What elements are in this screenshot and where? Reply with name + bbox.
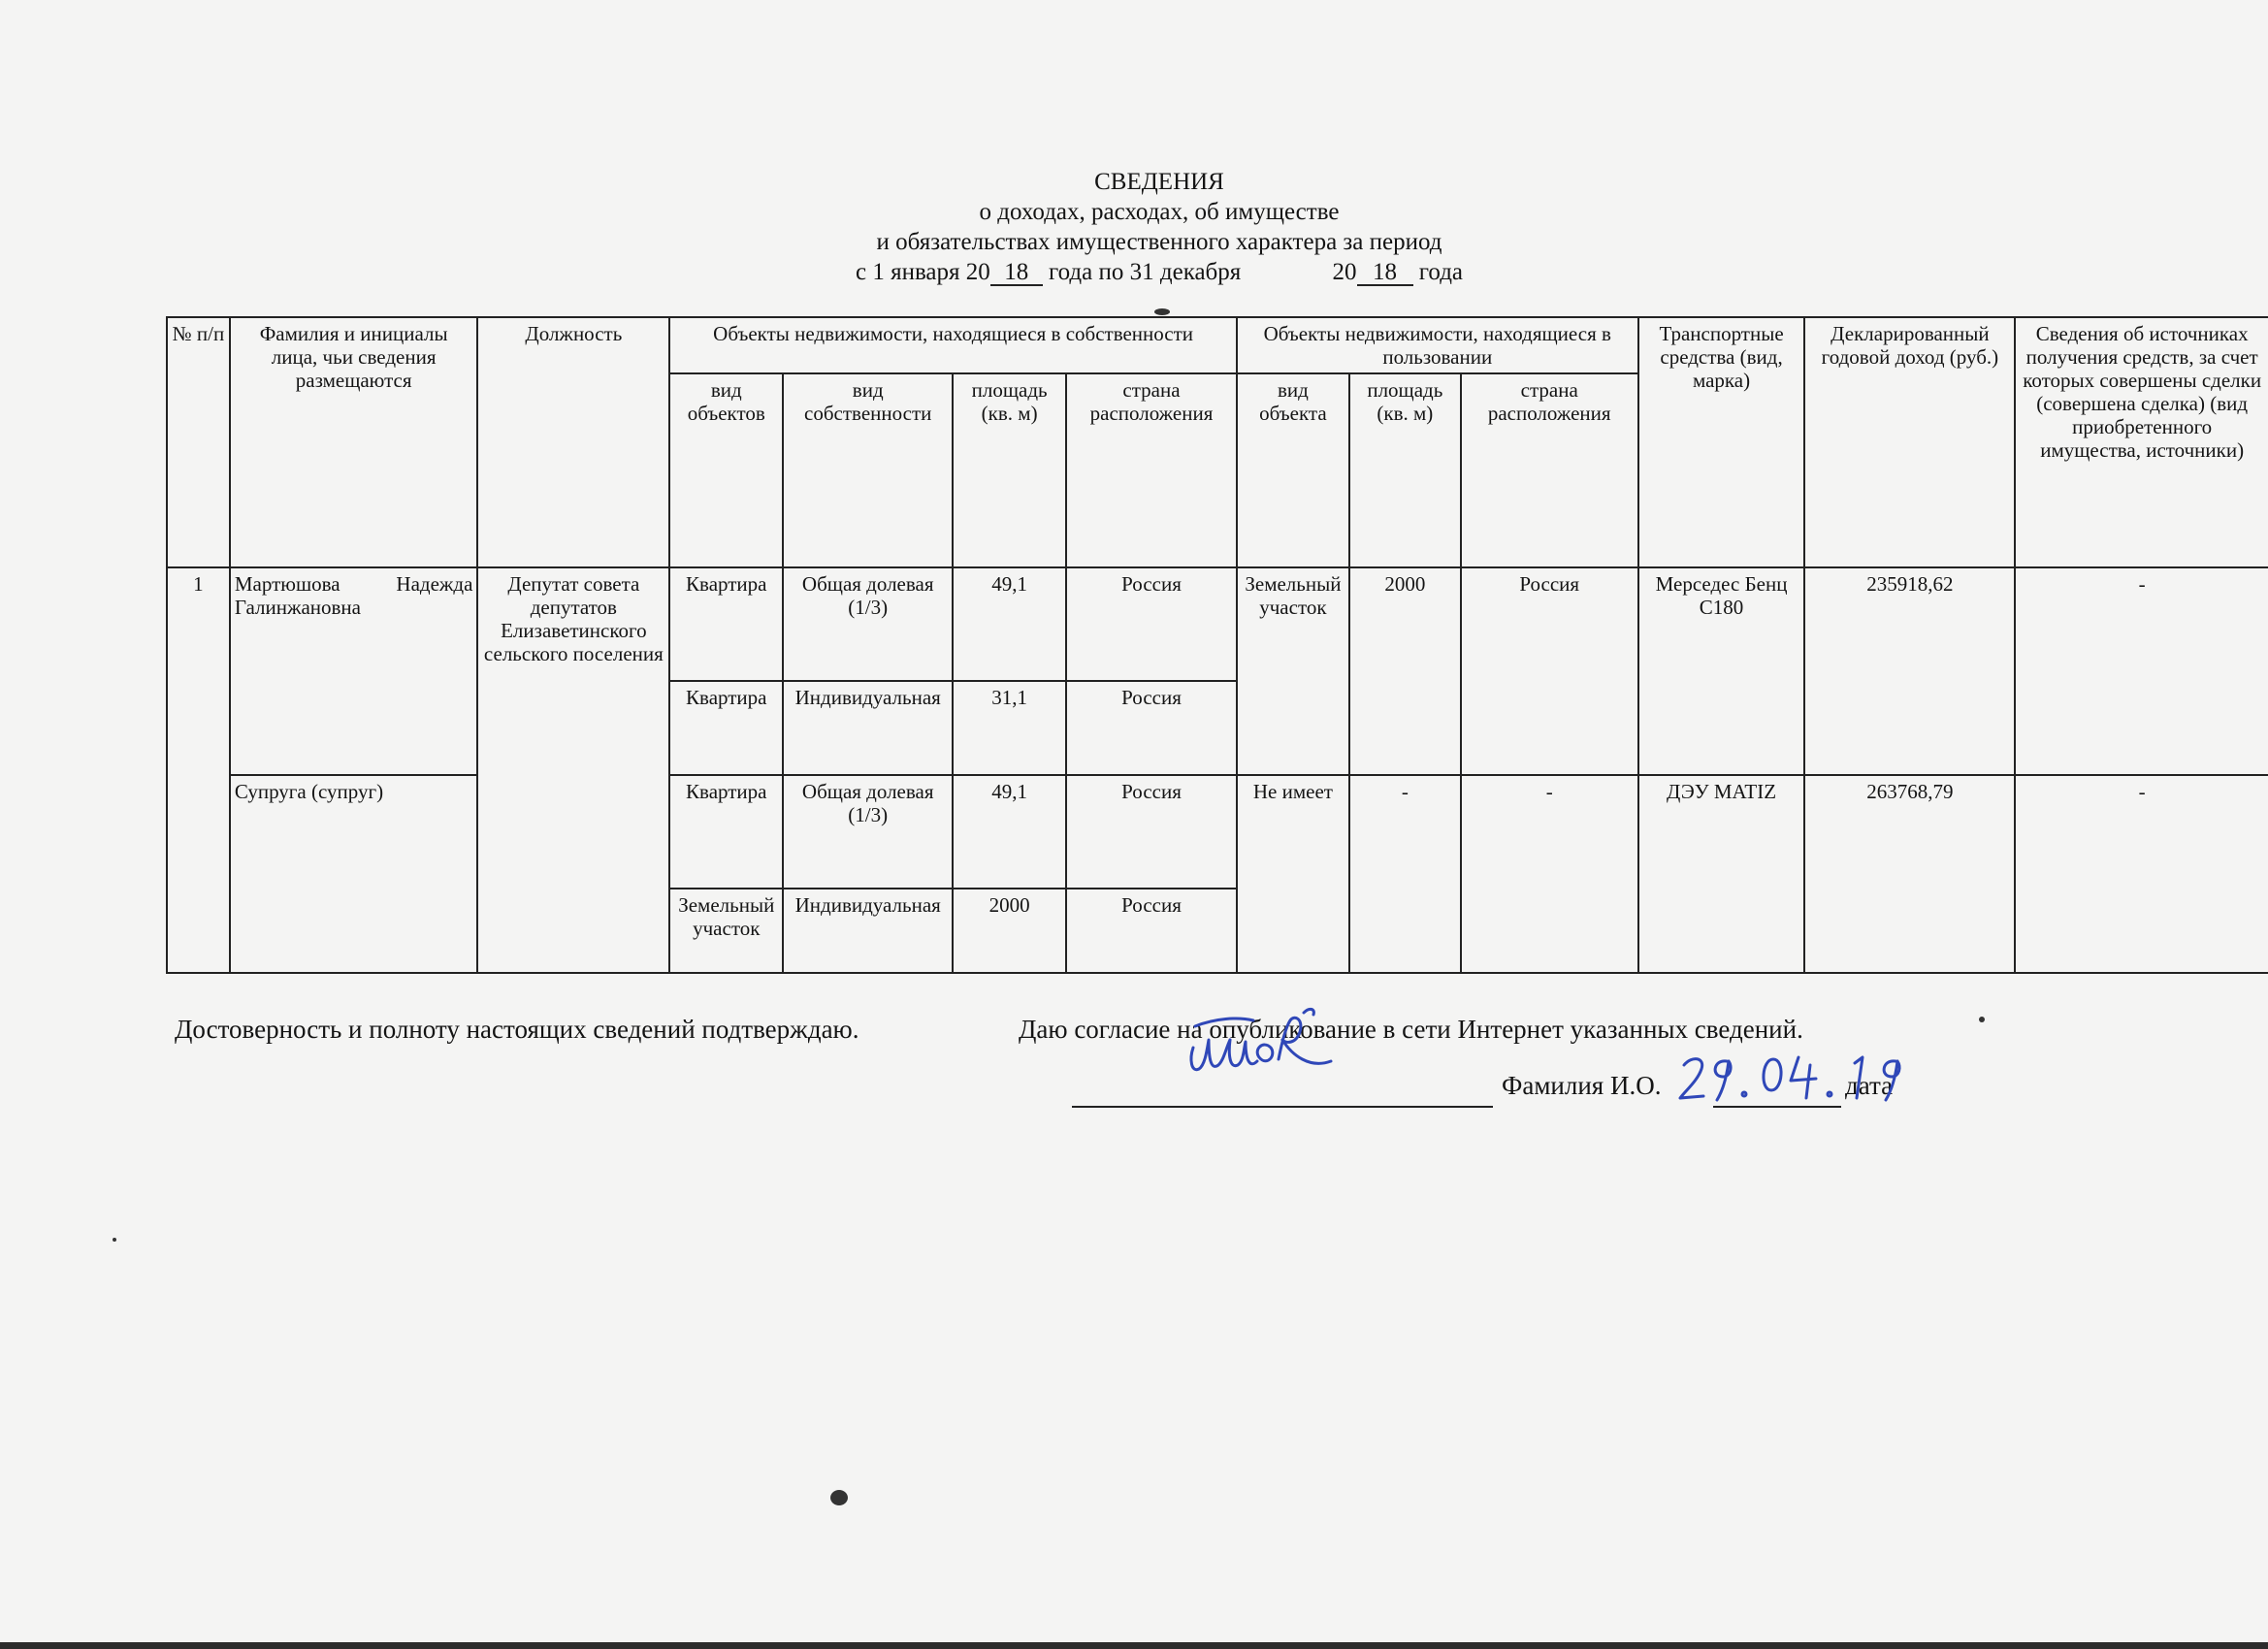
title-period xyxy=(0,257,2268,287)
scan-speck xyxy=(1154,308,1170,315)
header-income: Декларированный годовой доход (руб.) xyxy=(1804,317,2015,567)
spouse-owned-area-2: 2000 xyxy=(953,889,1066,973)
header-owned-group: Объекты недвижимости, находящиеся в собственности xyxy=(669,317,1237,373)
person-owned-ownership-2: Индивидуальная xyxy=(783,681,953,775)
person-owned-area-2: 31,1 xyxy=(953,681,1066,775)
title-line-1: СВЕДЕНИЯ xyxy=(1094,169,1224,195)
person-sources: - xyxy=(2015,567,2268,775)
spouse-owned-country-2: Россия xyxy=(1066,889,1237,973)
title-line-3: и обязательствах имущественного характера за период xyxy=(876,229,1442,255)
scan-speck xyxy=(113,1238,116,1242)
person-used-area: 2000 xyxy=(1349,567,1461,775)
spouse-sources: - xyxy=(2015,775,2268,973)
person-vehicles: Мерседес Бенц С180 xyxy=(1638,567,1805,775)
spouse-used-area: - xyxy=(1349,775,1461,973)
spouse-owned-ownership-2: Индивидуальная xyxy=(783,889,953,973)
scan-edge xyxy=(0,1642,2268,1649)
header-used-country: страна расположения xyxy=(1461,373,1638,567)
header-name: Фамилия и инициалы лица, чьи сведения размещаются xyxy=(230,317,478,567)
table-row xyxy=(167,567,2268,681)
fio-label: Фамилия И.О. xyxy=(1502,1071,1662,1100)
header-position: Должность xyxy=(477,317,669,567)
header-sources: Сведения об источниках получения средств, за счет которых совершены сделки (совершена сделка) (вид приобретенного имущества, источники) xyxy=(2015,317,2268,567)
spouse-income: 263768,79 xyxy=(1804,775,2015,973)
person-owned-country-1: Россия xyxy=(1066,567,1237,681)
person-owned-type-1: Квартира xyxy=(669,567,783,681)
scan-speck xyxy=(1979,1017,1985,1022)
spouse-used-country: - xyxy=(1461,775,1638,973)
spouse-name: Супруга (супруг) xyxy=(230,775,478,973)
year-from: 18 xyxy=(990,261,1043,286)
spouse-owned-country-1: Россия xyxy=(1066,775,1237,889)
person-income: 235918,62 xyxy=(1804,567,2015,775)
person-name: Мартюшова Надежда Галинжановна xyxy=(230,567,478,775)
period-from-prefix: с 1 января 20 xyxy=(855,259,990,285)
document-title xyxy=(0,167,2268,287)
spouse-used-type: Не имеет xyxy=(1237,775,1349,973)
header-owned-country: страна расположения xyxy=(1066,373,1237,567)
person-used-country: Россия xyxy=(1461,567,1638,775)
header-used-type: вид объекта xyxy=(1237,373,1349,567)
header-owned-area: площадь (кв. м) xyxy=(953,373,1066,567)
header-num: № п/п xyxy=(167,317,230,567)
person-position: Депутат совета депутатов Елизаветинского сельского поселения xyxy=(477,567,669,973)
person-owned-ownership-1: Общая долевая (1/3) xyxy=(783,567,953,681)
scan-speck xyxy=(830,1490,848,1505)
spouse-owned-ownership-1: Общая долевая (1/3) xyxy=(783,775,953,889)
person-owned-country-2: Россия xyxy=(1066,681,1237,775)
spouse-owned-type-2: Земельный участок xyxy=(669,889,783,973)
confirm-statement: Достоверность и полноту настоящих сведений подтверждаю. xyxy=(175,1015,859,1044)
header-used-group: Объекты недвижимости, находящиеся в пользовании xyxy=(1237,317,1638,373)
handwritten-date xyxy=(1674,1048,1936,1106)
header-used-area: площадь (кв. м) xyxy=(1349,373,1461,567)
year-to: 18 xyxy=(1357,261,1413,286)
person-owned-area-1: 49,1 xyxy=(953,567,1066,681)
person-owned-type-2: Квартира xyxy=(669,681,783,775)
declaration-table xyxy=(166,316,2268,974)
header-owned-type: вид объектов xyxy=(669,373,783,567)
title-line-2: о доходах, расходах, об имуществе xyxy=(979,199,1340,225)
header-vehicles: Транспортные средства (вид, марка) xyxy=(1638,317,1805,567)
period-suffix: года xyxy=(1418,259,1464,285)
handwritten-signature xyxy=(1185,1001,1350,1088)
spouse-vehicles: ДЭУ MATIZ xyxy=(1638,775,1805,973)
header-owned-ownership: вид собственности xyxy=(783,373,953,567)
period-mid: года по 31 декабря xyxy=(1049,259,1242,285)
consent-statement: Даю согласие на опубликование в сети Интернет указанных сведений. xyxy=(1019,1015,1803,1044)
spouse-owned-area-1: 49,1 xyxy=(953,775,1066,889)
period-to-prefix: 20 xyxy=(1332,259,1357,285)
date-label: дата xyxy=(1845,1071,1894,1100)
spouse-owned-type-1: Квартира xyxy=(669,775,783,889)
person-used-type: Земельный участок xyxy=(1237,567,1349,775)
person-num: 1 xyxy=(167,567,230,973)
